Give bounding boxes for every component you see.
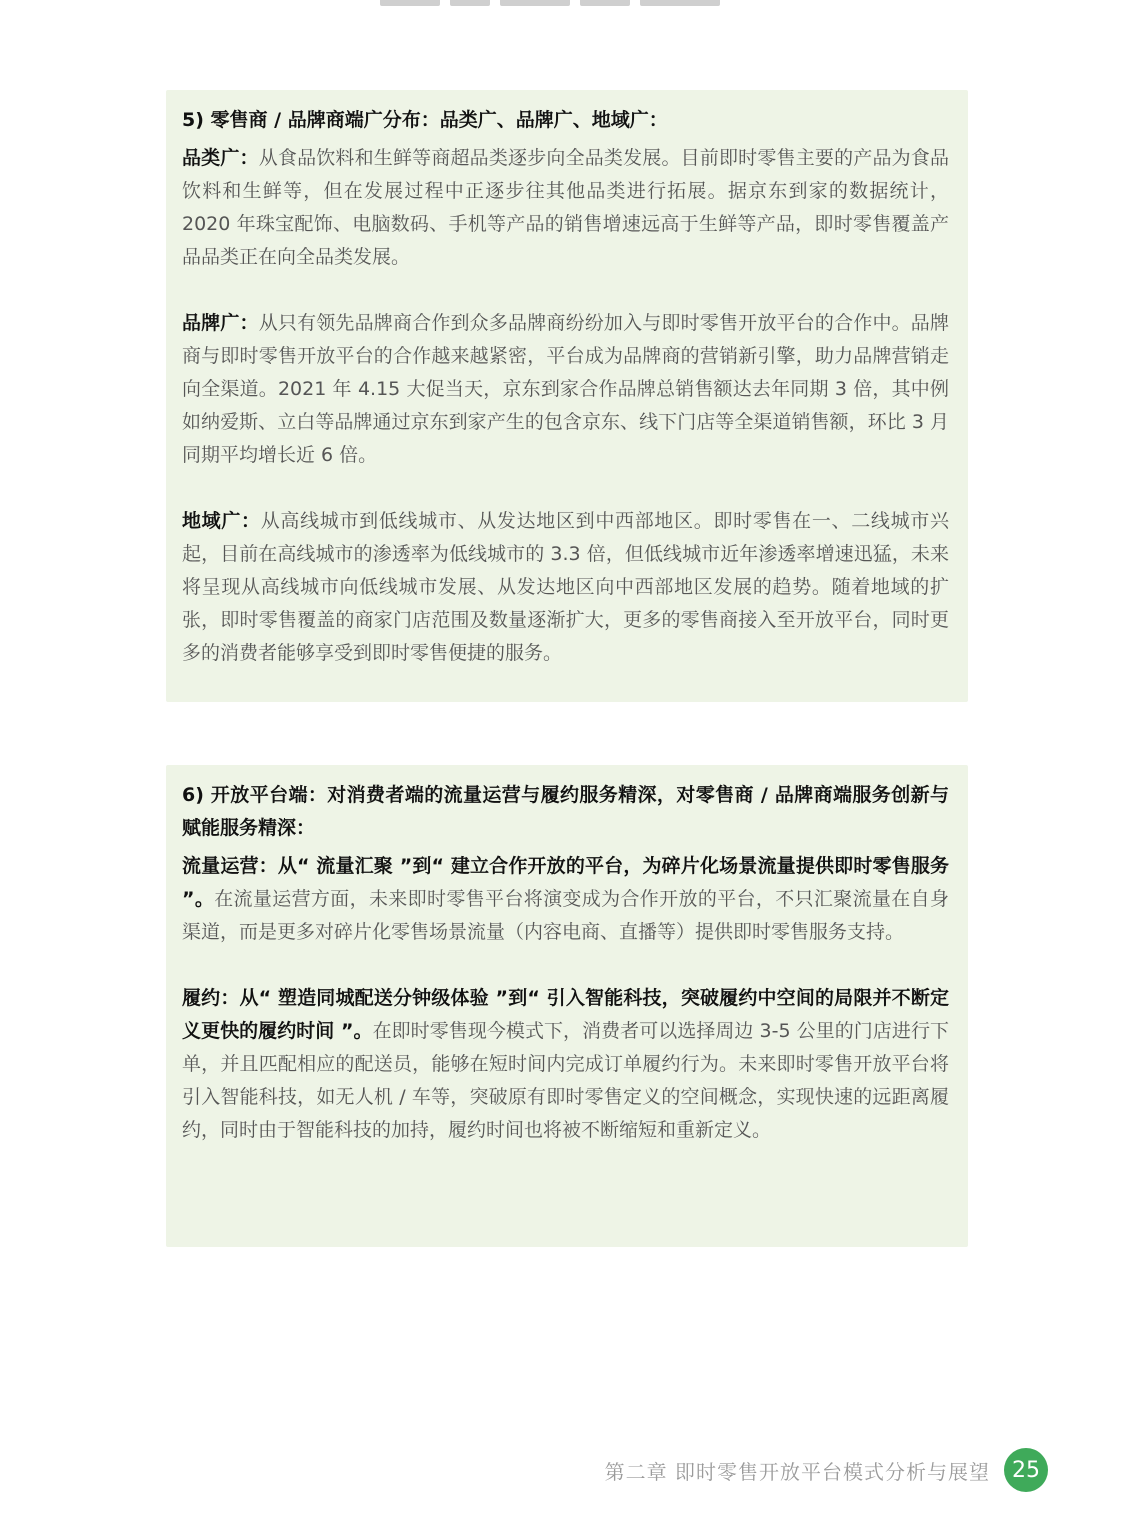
page-footer xyxy=(605,1448,1048,1492)
paragraph-region xyxy=(182,505,949,670)
paragraph-text: 在流量运营方面，未来即时零售平台将演变成为合作开放的平台，不只汇聚流量在自身渠道，而是更多对碎片化零售场景流量（内容电商、直播等）提供即时零售服务支持。 xyxy=(182,888,949,943)
paragraph-lead: 履约：从“ 塑造同城配送分钟级体验 ”到“ 引入智能科技，突破履约中空间的局限并不断定义更快的履约时间 ”。 xyxy=(182,987,949,1042)
page-number-badge: 25 xyxy=(1004,1448,1048,1492)
section-5-title: 5) 零售商 / 品牌商端广分布：品类广、品牌广、地域广： xyxy=(182,109,668,131)
paragraph-text: 从高线城市到低线城市、从发达地区到中西部地区。即时零售在一、二线城市兴起，目前在高线城市的渗透率为低线城市的 3.3 倍，但低线城市近年渗透率增速迅猛，未来将呈现从高线城市向低线城市发展、从发达地区向中西部地区发展的趋势。随着地域的扩张，即时零售覆盖的商家门店范围及数量逐渐扩大，更多的零售商接入至开放平台，同时更多的消费者能够享受到即时零售便捷的服务。 xyxy=(182,510,949,664)
cropped-header-fragment xyxy=(380,0,740,6)
paragraph-lead: 地域广： xyxy=(182,510,261,532)
paragraph-text: 在即时零售现今模式下，消费者可以选择周边 3-5 公里的门店进行下单，并且匹配相应的配送员，能够在短时间内完成订单履约行为。未来即时零售开放平台将引入智能科技，如无人机 / 车等，突破原有即时零售定义的空间概念，实现快速的远距离履约，同时由于智能科技的加持，履约时间也将被不断缩短和重新定义。 xyxy=(182,1020,949,1141)
paragraph-lead: 品牌广： xyxy=(182,312,259,334)
paragraph-traffic xyxy=(182,850,949,949)
chapter-title: 第二章 即时零售开放平台模式分析与展望 xyxy=(604,1459,990,1484)
paragraph-category xyxy=(182,142,949,274)
section-6-box xyxy=(166,765,968,1247)
section-5-box xyxy=(166,90,968,702)
section-6-title: 6) 开放平台端：对消费者端的流量运营与履约服务精深，对零售商 / 品牌商端服务创新与赋能服务精深： xyxy=(182,784,949,839)
paragraph-text: 从只有领先品牌商合作到众多品牌商纷纷加入与即时零售开放平台的合作中。品牌商与即时零售开放平台的合作越来越紧密，平台成为品牌商的营销新引擎，助力品牌营销走向全渠道。2021 年 4.15 大促当天，京东到家合作品牌总销售额达去年同期 3 倍，其中例如纳爱斯、立白等品牌通过京东到家产生的包含京东、线下门店等全渠道销售额，环比 3 月同期平均增长近 6 倍。 xyxy=(182,312,949,466)
paragraph-lead: 流量运营：从“ 流量汇聚 ”到“ 建立合作开放的平台，为碎片化场景流量提供即时零售服务 ”。 xyxy=(182,855,949,910)
paragraph-brand xyxy=(182,307,949,472)
paragraph-fulfillment xyxy=(182,982,949,1147)
paragraph-text: 从食品饮料和生鲜等商超品类逐步向全品类发展。目前即时零售主要的产品为食品饮料和生鲜等，但在发展过程中正逐步往其他品类进行拓展。据京东到家的数据统计，2020 年珠宝配饰、电脑数码、手机等产品的销售增速远高于生鲜等产品，即时零售覆盖产品品类正在向全品类发展。 xyxy=(182,147,949,268)
paragraph-lead: 品类广： xyxy=(182,147,259,169)
